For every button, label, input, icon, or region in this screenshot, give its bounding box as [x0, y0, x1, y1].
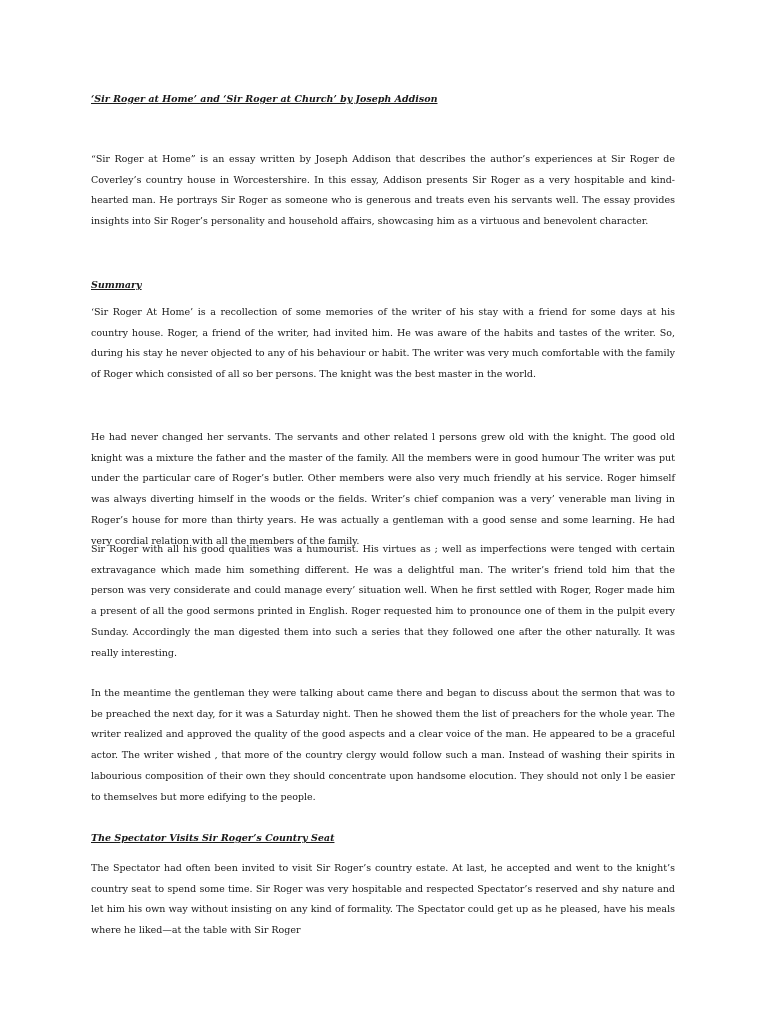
document-title: ‘Sir Roger at Home’ and ‘Sir Roger at Church’ by Joseph Addison: [91, 94, 438, 105]
summary-paragraph-3: Sir Roger with all his good qualities was a humourist. His virtues as ; well as imperfections were tenged with certain extravagance which made him something different. He was a delightful man. The writer’s friend told him that the person was very considerate and could manage every’ situation well. When he first settled with Roger, Roger made him a present of all the good sermons printed in English. Roger requested him to pronounce one of them in the pulpit every Sunday. Accordingly the man digested them into such a series that they followed one after the other naturally. It was really interesting.: [91, 544, 675, 659]
intro-paragraph: “Sir Roger at Home” is an essay written by Joseph Addison that describes the author’s experiences at Sir Roger de Coverley’s country house in Worcestershire. In this essay, Addison presents Sir Roger as a very hospitable and kind-hearted man. He portrays Sir Roger as someone who is generous and treats even his servants well. The essay provides insights into Sir Roger’s personality and household affairs, showcasing him as a virtuous and benevolent character.: [91, 154, 675, 228]
summary-heading: Summary: [91, 280, 142, 291]
spectator-heading: The Spectator Visits Sir Roger’s Country Seat: [91, 833, 335, 844]
summary-paragraph-4: In the meantime the gentleman they were talking about came there and began to discuss about the sermon that was to be preached the next day, for it was a Saturday night. Then he showed them the list of preachers for the whole year. The writer realized and approved the quality of the good aspects and a clear voice of the man. He appeared to be a graceful actor. The writer wished , that more of the country clergy would follow such a man. Instead of washing their spirits in labourious composition of their own they should concentrate upon handsome elocution. They should not only l be easier to themselves but more edifying to the people.: [91, 688, 675, 803]
spectator-paragraph-1: The Spectator had often been invited to visit Sir Roger’s country estate. At last, he accepted and went to the knight’s country seat to spend some time. Sir Roger was very hospitable and respected Spectator’s reserved and shy nature and let him his own way without insisting on any kind of formality. The Spectator could get up as he pleased, have his meals where he liked—at the table with Sir Roger: [91, 863, 675, 937]
summary-paragraph-2: He had never changed her servants. The servants and other related l persons grew old with the knight. The good old knight was a mixture the father and the master of the family. All the members were in good humour The writer was put under the particular care of Roger’s butler. Other members were also very much friendly at his service. Roger himself was always diverting himself in the woods or the fields. Writer’s chief companion was a very’ venerable man living in Roger’s house for more than thirty years. He was actually a gentleman with a good sense and some learning. He had very cordial relation with all the members of the family.: [91, 432, 675, 547]
summary-paragraph-1: ‘Sir Roger At Home’ is a recollection of some memories of the writer of his stay with a friend for some days at his country house. Roger, a friend of the writer, had invited him. He was aware of the habits and tastes of the writer. So, during his stay he never objected to any of his behaviour or habit. The writer was very much comfortable with the family of Roger which consisted of all so ber persons. The knight was the best master in the world.: [91, 307, 675, 381]
